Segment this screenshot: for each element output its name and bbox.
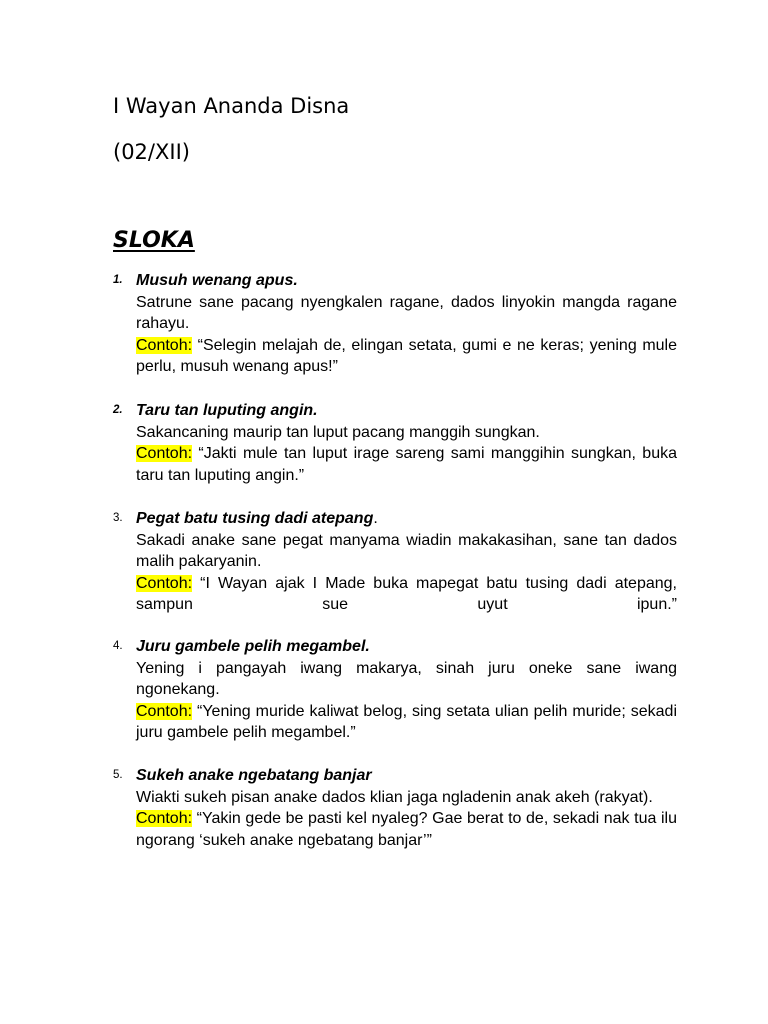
example-label: Contoh:	[136, 702, 193, 720]
list-item	[113, 270, 677, 378]
example-label: Contoh:	[136, 445, 193, 462]
item-example	[136, 808, 677, 851]
author-class: (02/XII)	[113, 140, 190, 164]
item-example	[136, 443, 677, 486]
example-text: “Yakin gede be pasti kel nyaleg? Gae berat to de, sekadi nak tua ilu ngorang ‘sukeh anake ngebatang banjar’”	[136, 810, 677, 849]
item-meaning: Sakancaning maurip tan luput pacang manggih sungkan.	[136, 423, 540, 441]
item-number: 3.	[113, 512, 123, 524]
example-label: Contoh:	[136, 574, 193, 592]
section-title: SLOKA	[113, 228, 195, 253]
item-example	[136, 335, 677, 378]
item-example	[136, 701, 677, 744]
example-text: “Selegin melajah de, elingan setata, gumi e ne keras; yening mule perlu, musuh wenang apus!”	[136, 336, 677, 375]
list-item	[113, 636, 677, 744]
list-item	[113, 508, 677, 616]
item-meaning: Yening i pangayah iwang makarya, sinah juru oneke sane iwang ngonekang.	[136, 659, 677, 698]
list-item	[113, 400, 677, 486]
example-label: Contoh:	[136, 810, 193, 827]
item-meaning: Wiakti sukeh pisan anake dados klian jaga ngladenin anak akeh (rakyat).	[136, 788, 653, 806]
item-heading: Taru tan luputing angin.	[136, 402, 318, 419]
author-name: I Wayan Ananda Disna	[113, 94, 350, 118]
item-meaning: Satrune sane pacang nyengkalen ragane, dados linyokin mangda ragane rahayu.	[136, 293, 677, 332]
item-number: 4.	[113, 640, 123, 652]
item-example	[136, 573, 677, 616]
example-text: “Jakti mule tan luput irage sareng sami manggihin sungkan, buka taru tan luputing angin.”	[136, 445, 677, 484]
item-heading: Sukeh anake ngebatang banjar	[136, 767, 372, 784]
item-heading: Juru gambele pelih megambel.	[136, 638, 370, 655]
example-text: “Yening muride kaliwat belog, sing setata ulian pelih muride; sekadi juru gambele pelih megambel.”	[136, 702, 677, 741]
example-text: “I Wayan ajak I Made buka mapegat batu tusing dadi atepang, sampun sue uyut ipun.”	[136, 574, 677, 613]
item-meaning: Sakadi anake sane pegat manyama wiadin makakasihan, sane tan dados malih pakaryanin.	[136, 531, 677, 570]
item-number: 2.	[113, 404, 123, 416]
item-heading: Musuh wenang apus.	[136, 272, 298, 289]
item-number: 1.	[113, 274, 123, 286]
example-label: Contoh:	[136, 336, 193, 354]
item-heading: Pegat batu tusing dadi atepang	[136, 510, 374, 527]
item-heading-line	[136, 508, 677, 530]
list-item	[113, 765, 677, 851]
item-heading-suffix: .	[373, 510, 378, 527]
item-number: 5.	[113, 769, 123, 781]
